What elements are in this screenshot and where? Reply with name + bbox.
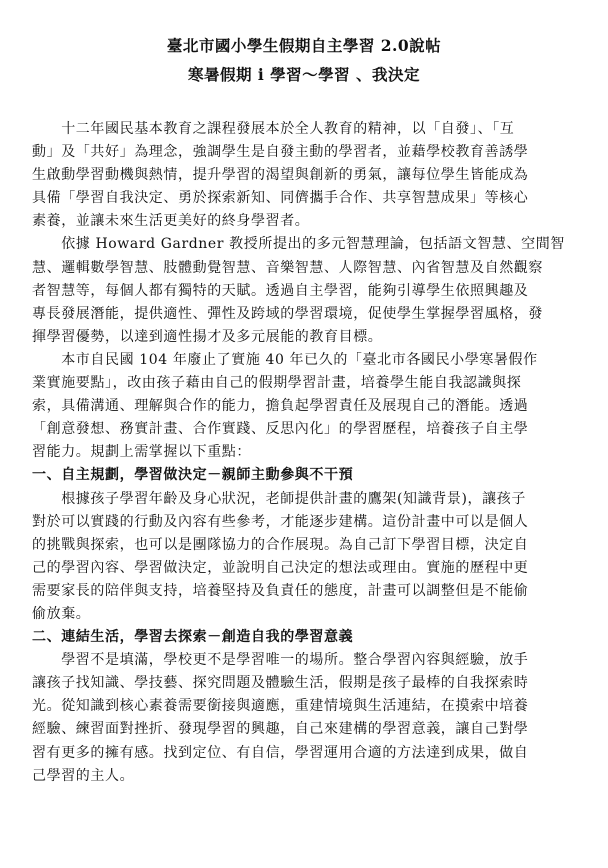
document-subtitle: 寒暑假期 i 學習～學習 、我決定 — [187, 65, 421, 84]
paragraph-line: 習能力。規劃上需掌握以下重點： — [32, 444, 251, 461]
paragraph-line: 具備「學習自我決定、勇於探索新知、同儕攜手合作、共享智慧成果」等核心 — [32, 190, 529, 207]
paragraph-line: 對於可以實踐的行動及內容有些參考，才能逐步建構。這份計畫中可以是個人 — [32, 513, 529, 530]
paragraph-line: 者智慧等，每個人都有獨特的天賦。透過自主學習，能夠引導學生依照興趣及 — [32, 282, 529, 299]
paragraph-line: 慧、邏輯數學智慧、肢體動覺智慧、音樂智慧、人際智慧、內省智慧及自然觀察 — [32, 259, 543, 276]
section-heading: 二、連結生活，學習去探索－創造自我的學習意義 — [32, 629, 354, 646]
paragraph-line: 光。從知識到核心素養需要銜接與適應，重建情境與生活連結，在摸索中培養 — [32, 698, 529, 715]
paragraph-line: 習有更多的擁有感。找到定位、有自信，學習運用合適的方法達到成果，做自 — [32, 744, 529, 761]
paragraph-line: 根據孩子學習年齡及身心狀況，老師提供計畫的鷹架(知識背景)，讓孩子 — [32, 490, 526, 507]
paragraph-line: 本市自民國 104 年廢止了實施 40 年已久的「臺北市各國民小學寒暑假作 — [32, 351, 538, 368]
paragraph-line: 經驗、練習面對挫折、發現學習的興趣，自己來建構的學習意義，讓自己對學 — [32, 721, 529, 738]
paragraph-line: 己學習的主人。 — [32, 767, 135, 784]
paragraph-line: 索，具備溝通、理解與合作的能力，擔負起學習責任及展現自己的潛能。透過 — [32, 398, 529, 415]
paragraph-line: 依據 Howard Gardner 教授所提出的多元智慧理論，包括語文智慧、空間智 — [32, 236, 565, 253]
paragraph-line: 專長發展潛能，提供適性、彈性及跨域的學習環境，促使學生掌握學習風格，發 — [32, 305, 543, 322]
paragraph-line: 動」及「共好」為理念，強調學生是自發主動的學習者，並藉學校教育善誘學 — [32, 144, 529, 161]
section-heading: 一、自主規劃，學習做決定－親師主動參與不干預 — [32, 467, 354, 484]
paragraph-line: 需要家長的陪伴與支持，培養堅持及負責任的態度，計畫可以調整但是不能偷 — [32, 582, 529, 599]
paragraph-line: 學習不是填滿，學校更不是學習唯一的場所。整合學習內容與經驗，放手 — [32, 652, 529, 669]
paragraph-line: 十二年國民基本教育之課程發展本於全人教育的精神，以「自發」、「互 — [32, 121, 515, 137]
paragraph-line: 「創意發想、務實計畫、合作實踐、反思內化」的學習歷程，培養孩子自主學 — [32, 421, 529, 438]
paragraph-line: 己的學習內容、學習做決定，並說明自己決定的想法或理由。實施的歷程中更 — [32, 559, 529, 576]
paragraph-line: 偷放棄。 — [32, 605, 91, 622]
paragraph-line: 業實施要點」，改由孩子藉由自己的假期學習計畫，培養學生能自我認識與探 — [32, 375, 522, 392]
paragraph-line: 生啟動學習動機與熱情，提升學習的渴望與創新的勇氣，讓每位學生皆能成為 — [32, 167, 529, 184]
document-title: 臺北市國小學生假期自主學習 2.0說帖 — [166, 36, 442, 55]
paragraph-line: 素養，並讓未來生活更美好的終身學習者。 — [32, 213, 310, 230]
paragraph-line: 揮學習優勢，以達到適性揚才及多元展能的教育目標。 — [32, 328, 383, 345]
paragraph-line: 的挑戰與探索，也可以是團隊協力的合作展現。為自己訂下學習目標，決定自 — [32, 536, 529, 553]
paragraph-line: 讓孩子找知識、學技藝、探究問題及體驗生活，假期是孩子最棒的自我探索時 — [32, 675, 529, 692]
document-body — [32, 118, 580, 788]
